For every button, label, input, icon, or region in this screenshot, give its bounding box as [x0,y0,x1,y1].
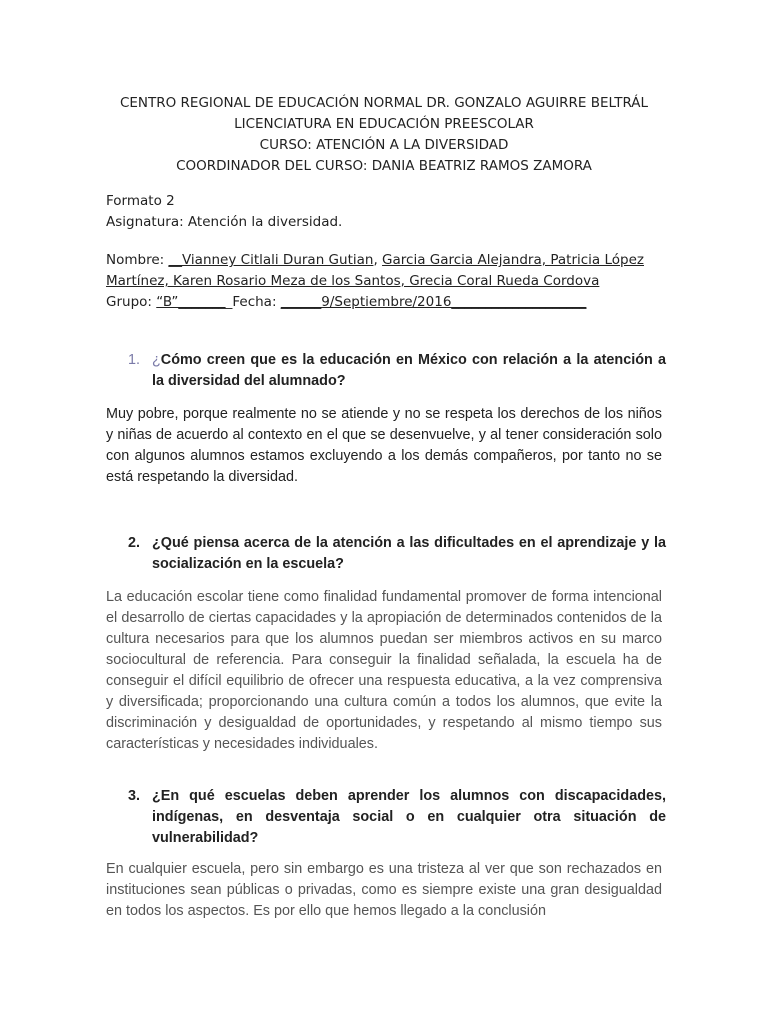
names-prefix: __ [168,252,182,268]
answer-1: Muy pobre, porque realmente no se atiende y no se respeta los derechos de los niños y niñas de acuerdo al contexto en el que se desenvuelve, y al tener consideración solo con algunos alumnos estamos excluyendo a los demás compañeros, por tanto no se está respetando la diversidad. [106,406,662,485]
names-label: Nombre: [106,252,169,268]
question-text: Cómo creen que es la educación en México con relación a la atención a la diversidad del alumnado? [152,352,666,389]
subject-label: Asignatura: [106,214,184,230]
institution-name: CENTRO REGIONAL DE EDUCACIÓN NORMAL DR. GONZALO AGUIRRE BELTRÁL [119,95,649,111]
group-value: “B”_______ [156,294,226,310]
question-text: ¿En qué escuelas deben aprender los alumnos con discapacidades, indígenas, en desventaja social o en cualquier otra situación de vulnerabilidad? [152,788,666,846]
subject-line [106,212,666,233]
question-2 [106,533,666,575]
answer-2: La educación escolar tiene como finalidad fundamental promover de forma intencional el desarrollo de ciertas capacidades y la apropiación de determinados contenidos de la cultura necesarios para que los alumnos puedan ser miembros activos en su marco sociocultural de referencia. Para conseguir la finalidad señalada, la escuela ha de conseguir el difícil equilibrio de ofrecer una respuesta educativa, a la vez comprensiva y diversificada; proporcionando una cultura común a todos los alumnos, que evite la discriminación y desigualdad de oportunidades, y respetando al mismo tiempo sus características y necesidades individuales. [106,589,662,752]
question-3 [106,786,666,849]
names-line [106,250,666,292]
document-header [0,93,768,177]
format-label: Formato 2 [106,193,175,209]
course-coordinator: COORDINADOR DEL CURSO: DANIA BEATRIZ RAMOS ZAMORA [176,158,592,174]
student-names-rest: Garcia Garcia Alejandra, Patricia López Martínez, Karen Rosario Meza de los Santos, Grecia Coral Rueda Cordova [106,252,644,289]
question-number: 2. [128,535,141,551]
group-date-line [106,292,666,313]
question-text: ¿Qué piensa acerca de la atención a las dificultades en el aprendizaje y la socialización en la escuela? [152,535,666,572]
subject-value: Atención la diversidad. [183,214,343,230]
names-separator: , [373,252,383,268]
question-lead: ¿ [152,352,161,368]
date-label: _Fecha: [225,294,281,310]
format-line [106,191,666,212]
degree-name: LICENCIATURA EN EDUCACIÓN PREESCOLAR [234,116,534,132]
question-number: 3. [128,788,141,804]
course-name: CURSO: ATENCIÓN A LA DIVERSIDAD [259,137,509,153]
group-label: Grupo: [106,294,157,310]
answer-3: En cualquier escuela, pero sin embargo es una tristeza al ver que son rechazados en instituciones sean públicas o privadas, como es siempre existe una gran desigualdad en todos los aspectos. Es por ello que hemos llegado a la conclusión [106,861,662,919]
question-number: 1. [128,352,141,368]
student-name-1: Vianney Citlali Duran Gutian [181,252,374,268]
question-1 [106,350,666,392]
date-value: ______9/Septiembre/2016____________________ [280,294,587,310]
